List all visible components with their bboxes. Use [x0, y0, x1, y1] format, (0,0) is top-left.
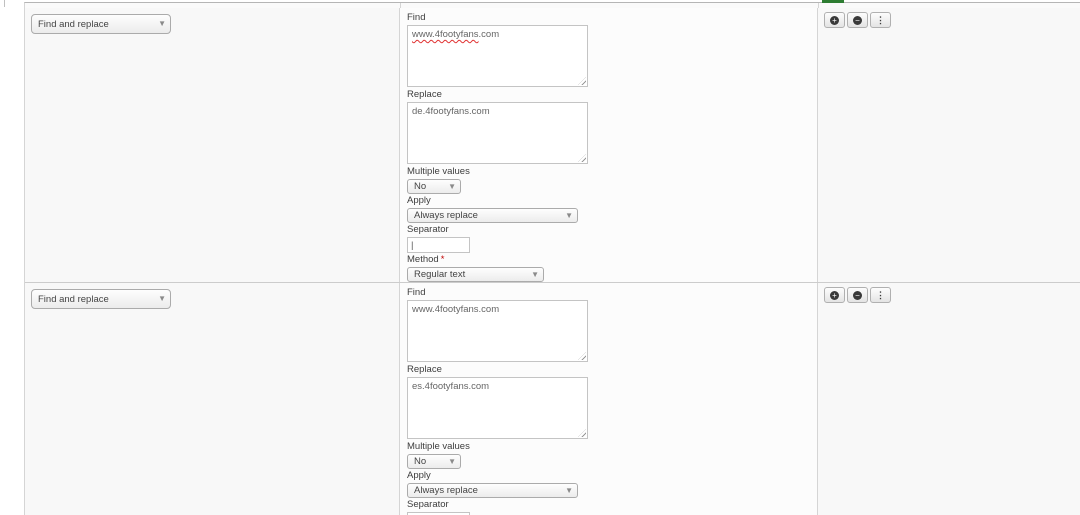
plugin-type-value: Find and replace: [38, 293, 109, 305]
apply-label: Apply: [407, 470, 431, 481]
apply-select[interactable]: [407, 483, 578, 498]
actions-cell: [818, 8, 1080, 282]
multiple-values-value: No: [414, 456, 427, 467]
multiple-values-value: No: [414, 181, 427, 192]
replace-label: Replace: [407, 364, 442, 375]
replace-textarea[interactable]: [407, 102, 588, 164]
find-value: www.4footyfans.com: [412, 304, 500, 315]
separator-input[interactable]: [407, 237, 470, 253]
tamper-row-2: [25, 283, 1080, 515]
plugin-cell: [25, 8, 400, 282]
chevron-down-icon: ▼: [158, 19, 166, 28]
find-label: Find: [407, 12, 426, 23]
apply-value: Always replace: [414, 210, 478, 221]
chevron-down-icon: ▼: [158, 294, 166, 303]
vertical-ellipsis-icon: ⋮: [876, 289, 885, 300]
find-label: Find: [407, 287, 426, 298]
more-button[interactable]: [870, 287, 891, 303]
multiple-values-label: Multiple values: [407, 166, 470, 177]
viewport-edge-mark: [4, 0, 5, 7]
find-textarea[interactable]: [407, 25, 588, 87]
add-button[interactable]: [824, 287, 845, 303]
method-select[interactable]: [407, 267, 544, 282]
method-label: Method *: [407, 254, 445, 265]
find-value-rest: .com: [478, 29, 500, 40]
method-value: Regular text: [414, 269, 466, 280]
minus-circle-icon: −: [853, 16, 862, 25]
multiple-values-select[interactable]: [407, 454, 461, 469]
find-textarea[interactable]: [407, 300, 588, 362]
settings-cell: [400, 283, 818, 515]
chevron-down-icon: ▼: [565, 210, 573, 220]
apply-select[interactable]: [407, 208, 578, 223]
chevron-down-icon: ▼: [448, 456, 456, 466]
plus-circle-icon: +: [830, 16, 839, 25]
actions-cell: [818, 283, 1080, 515]
plugin-type-value: Find and replace: [38, 18, 109, 30]
minus-circle-icon: −: [853, 291, 862, 300]
separator-label: Separator: [407, 499, 449, 510]
row-actions: [824, 12, 1080, 28]
more-button[interactable]: [870, 12, 891, 28]
plugins-table: [24, 8, 1080, 515]
apply-value: Always replace: [414, 485, 478, 496]
required-marker: *: [440, 254, 445, 265]
find-value-misspelled: www.4footyfans: [412, 29, 479, 40]
green-indicator-sliver: [822, 0, 844, 3]
settings-cell: [400, 8, 818, 282]
replace-textarea[interactable]: [407, 377, 588, 439]
tamper-row-1: [25, 8, 1080, 283]
chevron-down-icon: ▼: [531, 269, 539, 279]
row-actions: [824, 287, 1080, 303]
multiple-values-label: Multiple values: [407, 441, 470, 452]
add-button[interactable]: [824, 12, 845, 28]
chevron-down-icon: ▼: [448, 181, 456, 191]
replace-label: Replace: [407, 89, 442, 100]
multiple-values-select[interactable]: [407, 179, 461, 194]
plugin-type-select[interactable]: [31, 14, 171, 34]
plus-circle-icon: +: [830, 291, 839, 300]
apply-label: Apply: [407, 195, 431, 206]
plugin-cell: [25, 283, 400, 515]
separator-label: Separator: [407, 224, 449, 235]
plugin-type-select[interactable]: [31, 289, 171, 309]
chevron-down-icon: ▼: [565, 485, 573, 495]
replace-value: es.4footyfans.com: [412, 381, 490, 392]
remove-button[interactable]: [847, 287, 868, 303]
replace-value: de.4footyfans.com: [412, 106, 490, 117]
remove-button[interactable]: [847, 12, 868, 28]
vertical-ellipsis-icon: ⋮: [876, 14, 885, 25]
